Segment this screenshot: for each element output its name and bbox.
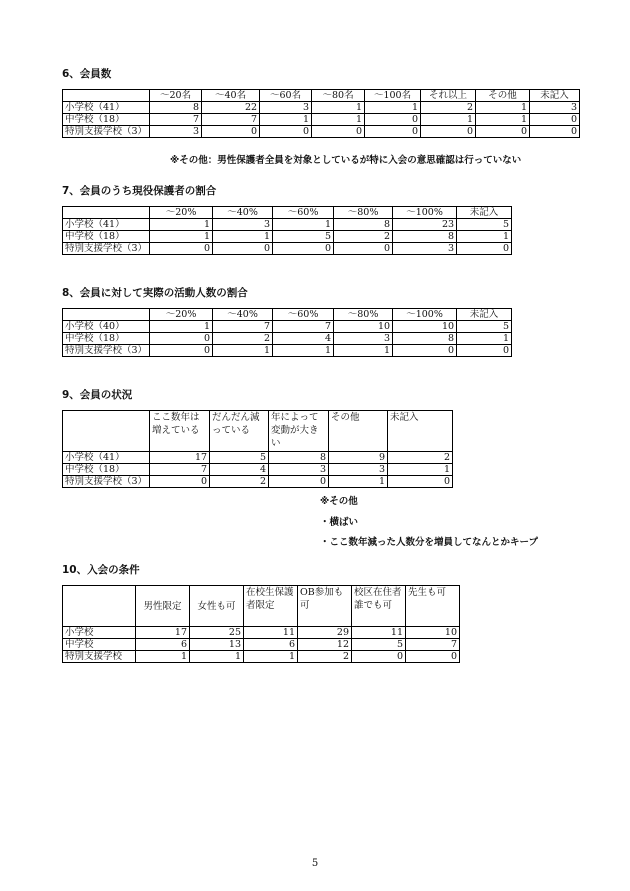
table-row <box>63 114 580 126</box>
row-label: 特別支援学校（3） <box>63 476 150 488</box>
table-cell: 0 <box>150 345 213 357</box>
table-cell: 0 <box>260 126 312 138</box>
table-cell: 3 <box>329 464 388 476</box>
table-cell: 22 <box>202 102 260 114</box>
header-cell <box>63 309 150 321</box>
member-status-table <box>62 410 453 488</box>
table-cell: 1 <box>334 345 393 357</box>
table-cell: 1 <box>244 651 298 663</box>
table-row <box>63 464 453 476</box>
section-8 <box>62 285 512 357</box>
header-cell: ～40% <box>213 207 273 219</box>
table-cell: 2 <box>421 102 476 114</box>
table-cell: 10 <box>406 627 460 639</box>
table-cell: 5 <box>352 639 406 651</box>
table-cell: 7 <box>202 114 260 126</box>
active-members-ratio-table <box>62 308 512 357</box>
table-cell: 8 <box>150 102 202 114</box>
table-cell: 0 <box>202 126 260 138</box>
table-cell: 1 <box>150 321 213 333</box>
row-label: 中学校（18） <box>63 333 150 345</box>
header-cell: ～100名 <box>365 90 421 102</box>
row-label: 小学校（40） <box>63 321 150 333</box>
header-cell: OB参加も可 <box>298 586 352 627</box>
table-cell: 0 <box>269 476 329 488</box>
table-cell: 0 <box>530 126 580 138</box>
section-8-heading: 8、会員に対して実際の活動人数の割合 <box>62 287 248 299</box>
table-row <box>63 476 453 488</box>
table-cell: 0 <box>365 126 421 138</box>
header-cell: 未記入 <box>457 207 512 219</box>
table-cell: 2 <box>388 452 453 464</box>
section-10 <box>62 562 460 663</box>
section-6-heading: 6、会員数 <box>62 68 112 80</box>
table-header-row <box>63 90 580 102</box>
header-cell: ～80% <box>334 207 393 219</box>
table-cell: 10 <box>334 321 393 333</box>
row-label: 中学校（18） <box>63 464 150 476</box>
table-cell: 1 <box>476 114 530 126</box>
table-cell: 23 <box>393 219 457 231</box>
table-cell: 2 <box>213 333 273 345</box>
section-9-heading: 9、会員の状況 <box>62 389 133 401</box>
header-cell: 在校生保護者限定 <box>244 586 298 627</box>
header-cell: 年によって変動が大きい <box>269 411 329 452</box>
header-cell: 男性限定 <box>136 586 190 627</box>
section-9-note-title: ※その他 <box>320 496 358 507</box>
table-cell: 1 <box>476 102 530 114</box>
table-cell: 1 <box>388 464 453 476</box>
table-cell: 0 <box>334 243 393 255</box>
table-cell: 1 <box>365 102 421 114</box>
header-cell: 女性も可 <box>190 586 244 627</box>
table-cell: 3 <box>334 333 393 345</box>
header-cell: ～40% <box>213 309 273 321</box>
header-cell: だんだん減っている <box>210 411 269 452</box>
table-cell: 1 <box>312 114 365 126</box>
table-cell: 3 <box>260 102 312 114</box>
row-label: 中学校 <box>63 639 136 651</box>
table-cell: 1 <box>150 231 213 243</box>
table-cell: 3 <box>213 219 273 231</box>
section-10-heading: 10、入会の条件 <box>62 564 140 576</box>
table-row <box>63 345 512 357</box>
table-cell: 1 <box>273 219 334 231</box>
section-7-heading: 7、会員のうち現役保護者の割合 <box>62 185 217 197</box>
header-cell: ～20名 <box>150 90 202 102</box>
table-cell: 13 <box>190 639 244 651</box>
page-number: 5 <box>311 858 319 869</box>
table-cell: 0 <box>352 651 406 663</box>
table-row <box>63 102 580 114</box>
header-cell: ～20% <box>150 309 213 321</box>
table-cell: 1 <box>260 114 312 126</box>
row-label: 小学校（41） <box>63 102 150 114</box>
table-cell: 1 <box>457 333 512 345</box>
table-cell: 8 <box>393 333 457 345</box>
table-cell: 5 <box>210 452 269 464</box>
section-7 <box>62 183 512 255</box>
row-label: 特別支援学校（3） <box>63 345 150 357</box>
current-parents-ratio-table <box>62 206 512 255</box>
table-cell: 5 <box>457 219 512 231</box>
table-header-row <box>63 411 453 452</box>
table-cell: 5 <box>273 231 334 243</box>
table-row <box>63 452 453 464</box>
table-cell: 5 <box>457 321 512 333</box>
table-cell: 6 <box>244 639 298 651</box>
table-cell: 0 <box>457 345 512 357</box>
table-cell: 7 <box>406 639 460 651</box>
table-cell: 29 <box>298 627 352 639</box>
header-cell: ～60% <box>273 309 334 321</box>
row-label: 特別支援学校（3） <box>63 126 150 138</box>
table-cell: 1 <box>329 476 388 488</box>
row-label: 小学校（41） <box>63 219 150 231</box>
table-cell: 17 <box>136 627 190 639</box>
header-cell <box>63 207 150 219</box>
table-cell: 12 <box>298 639 352 651</box>
header-cell: その他 <box>476 90 530 102</box>
table-cell: 3 <box>150 126 202 138</box>
table-cell: 0 <box>150 333 213 345</box>
table-cell: 1 <box>421 114 476 126</box>
header-cell: 未記入 <box>457 309 512 321</box>
header-cell: ～40名 <box>202 90 260 102</box>
table-cell: 2 <box>334 231 393 243</box>
table-cell: 7 <box>150 114 202 126</box>
row-label: 中学校（18） <box>63 231 150 243</box>
header-cell: ～60% <box>273 207 334 219</box>
header-cell <box>63 586 136 627</box>
table-cell: 3 <box>530 102 580 114</box>
header-cell: 未記入 <box>530 90 580 102</box>
header-cell: 未記入 <box>388 411 453 452</box>
table-cell: 10 <box>393 321 457 333</box>
header-cell: 校区在住者誰でも可 <box>352 586 406 627</box>
table-cell: 1 <box>213 231 273 243</box>
table-cell: 0 <box>388 476 453 488</box>
table-header-row <box>63 309 512 321</box>
table-cell: 0 <box>213 243 273 255</box>
table-cell: 9 <box>329 452 388 464</box>
header-cell: ～100% <box>393 207 457 219</box>
table-cell: 7 <box>273 321 334 333</box>
row-label: 小学校（41） <box>63 452 150 464</box>
table-cell: 17 <box>150 452 210 464</box>
header-cell: 先生も可 <box>406 586 460 627</box>
header-cell: ここ数年は増えている <box>150 411 210 452</box>
table-cell: 1 <box>213 345 273 357</box>
header-cell <box>63 411 150 452</box>
section-6-note: ※その他：男性保護者全員を対象としているが特に入会の意思確認は行っていない <box>170 155 522 166</box>
row-label: 特別支援学校 <box>63 651 136 663</box>
table-cell: 4 <box>273 333 334 345</box>
table-cell: 0 <box>406 651 460 663</box>
table-cell: 3 <box>393 243 457 255</box>
header-cell: ～100% <box>393 309 457 321</box>
table-cell: 2 <box>210 476 269 488</box>
table-row <box>63 219 512 231</box>
table-cell: 8 <box>334 219 393 231</box>
table-cell: 1 <box>273 345 334 357</box>
header-cell: それ以上 <box>421 90 476 102</box>
section-9 <box>62 387 453 488</box>
header-cell: ～80名 <box>312 90 365 102</box>
table-cell: 0 <box>312 126 365 138</box>
table-cell: 0 <box>421 126 476 138</box>
row-label: 小学校 <box>63 627 136 639</box>
table-header-row <box>63 207 512 219</box>
table-cell: 0 <box>150 476 210 488</box>
table-cell: 0 <box>457 243 512 255</box>
table-row <box>63 627 460 639</box>
table-cell: 0 <box>393 345 457 357</box>
table-cell: 0 <box>365 114 421 126</box>
table-cell: 1 <box>190 651 244 663</box>
table-row <box>63 333 512 345</box>
table-cell: 0 <box>476 126 530 138</box>
table-cell: 1 <box>312 102 365 114</box>
members-count-table <box>62 89 580 138</box>
table-cell: 0 <box>150 243 213 255</box>
table-cell: 4 <box>210 464 269 476</box>
row-label: 中学校（18） <box>63 114 150 126</box>
table-cell: 2 <box>298 651 352 663</box>
table-row <box>63 321 512 333</box>
header-cell: ～60名 <box>260 90 312 102</box>
table-cell: 0 <box>273 243 334 255</box>
table-cell: 8 <box>269 452 329 464</box>
row-label: 特別支援学校（3） <box>63 243 150 255</box>
table-cell: 1 <box>136 651 190 663</box>
header-cell <box>63 90 150 102</box>
table-row <box>63 639 460 651</box>
header-cell: その他 <box>329 411 388 452</box>
table-cell: 1 <box>150 219 213 231</box>
table-cell: 6 <box>136 639 190 651</box>
table-cell: 25 <box>190 627 244 639</box>
table-cell: 7 <box>213 321 273 333</box>
table-cell: 7 <box>150 464 210 476</box>
table-header-row <box>63 586 460 627</box>
membership-conditions-table <box>62 585 460 663</box>
table-row <box>63 126 580 138</box>
table-row <box>63 651 460 663</box>
header-cell: ～80% <box>334 309 393 321</box>
table-row <box>63 231 512 243</box>
table-cell: 1 <box>457 231 512 243</box>
header-cell: ～20% <box>150 207 213 219</box>
table-cell: 0 <box>530 114 580 126</box>
section-9-note-item: ・横ばい <box>320 517 359 528</box>
table-cell: 11 <box>352 627 406 639</box>
section-6 <box>62 66 580 138</box>
table-row <box>63 243 512 255</box>
table-cell: 3 <box>269 464 329 476</box>
section-9-note-item: ・ここ数年減った人数分を増員してなんとかキープ <box>320 537 539 548</box>
table-cell: 11 <box>244 627 298 639</box>
table-cell: 8 <box>393 231 457 243</box>
